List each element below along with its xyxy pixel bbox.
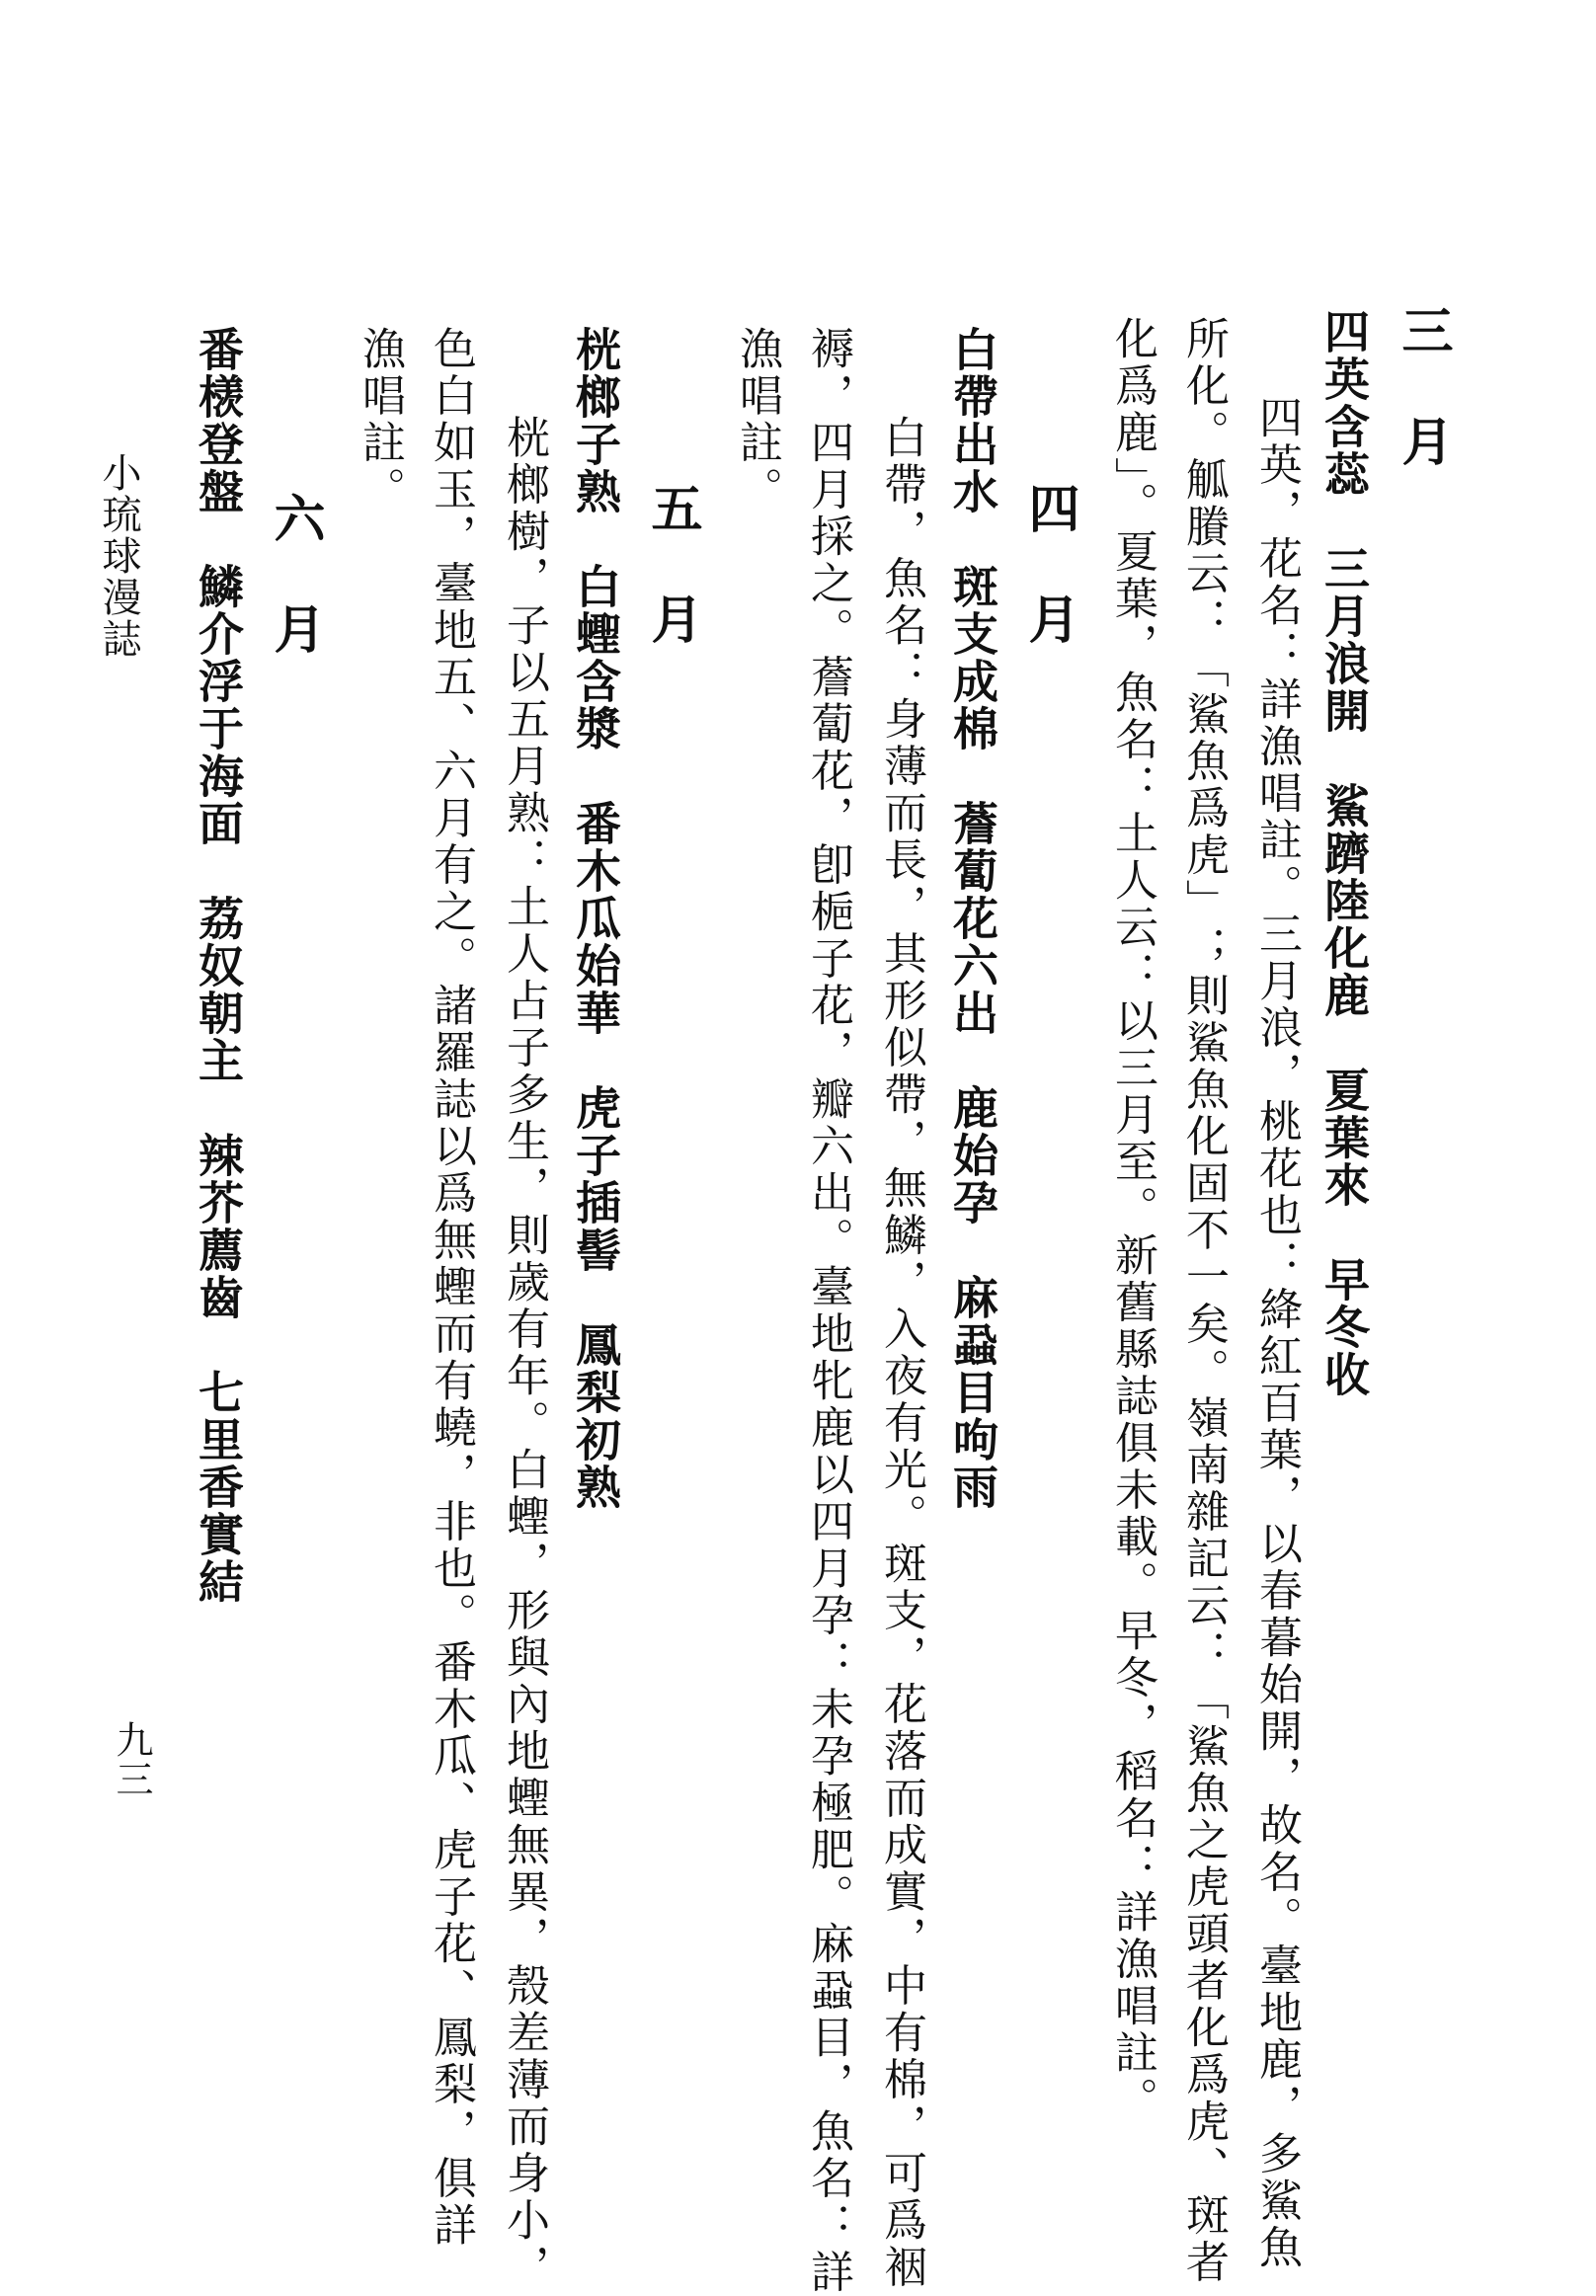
page-number: 九三	[110, 1720, 153, 1799]
month-3-note-line-1: 四英，花名：詳漁唱註。三月浪，桃花也：絳紅百葉，以春暮始開，故名。臺地鹿，多鯊魚	[1251, 395, 1302, 2271]
month-4-verse: 白帶出水 斑支成棉 薝蔔花六出 鹿始孕 麻蝨目呴雨	[946, 326, 999, 1511]
month-6-verse: 番檨登盤 鱗介浮于海面 荔奴朝主 辣芥薦齒 七里香實結	[192, 326, 245, 1606]
month-4-note-line-2: 褥，四月採之。薝蔔花，卽梔子花，瓣六出。臺地牝鹿以四月孕：未孕極肥。麻蝨目，魚名：詳	[803, 326, 853, 2296]
month-3-note-line-3: 化爲鹿」。夏葉，魚名：土人云：以三月至。新舊縣誌俱未載。早冬，稻名：詳漁唱註。	[1107, 316, 1157, 2124]
month-5-title: 五月	[642, 482, 702, 703]
month-5-note-line-1: 桄榔樹，子以五月熟：土人占子多生，則歲有年。白蟶，形與內地蟶無異，殼差薄而身小，	[499, 415, 549, 2291]
month-3-title: 三月	[1393, 304, 1453, 525]
month-3-verse: 四英含蕊 三月浪開 鯊躋陸化鹿 夏葉來 早冬收	[1317, 308, 1371, 1398]
month-4-title: 四月	[1019, 482, 1079, 703]
month-6-title: 六月	[265, 492, 325, 713]
month-3-note-line-2: 所化。觚賸云：「鯊魚爲虎」；則鯊魚化固不一矣。嶺南雜記云：「鯊魚之虎頭者化爲虎、斑者	[1178, 316, 1229, 2286]
month-5-note-line-2: 色白如玉，臺地五、六月有之。諸羅誌以爲無蟶而有蟯，非也。番木瓜、虎子花、鳳梨，俱詳	[426, 326, 476, 2250]
month-4-note-line-1: 白帶，魚名：身薄而長，其形似帶，無鱗，入夜有光。斑支，花落而成實，中有棉，可爲裀	[876, 415, 926, 2291]
month-4-note-line-3: 漁唱註。	[732, 326, 782, 514]
month-5-note-line-3: 漁唱註。	[355, 326, 405, 514]
month-5-verse: 桄榔子熟 白蟶含漿 番木瓜始華 虎子插髻 鳳梨初熟	[569, 326, 622, 1511]
running-title: 小琉球漫誌	[96, 452, 141, 660]
